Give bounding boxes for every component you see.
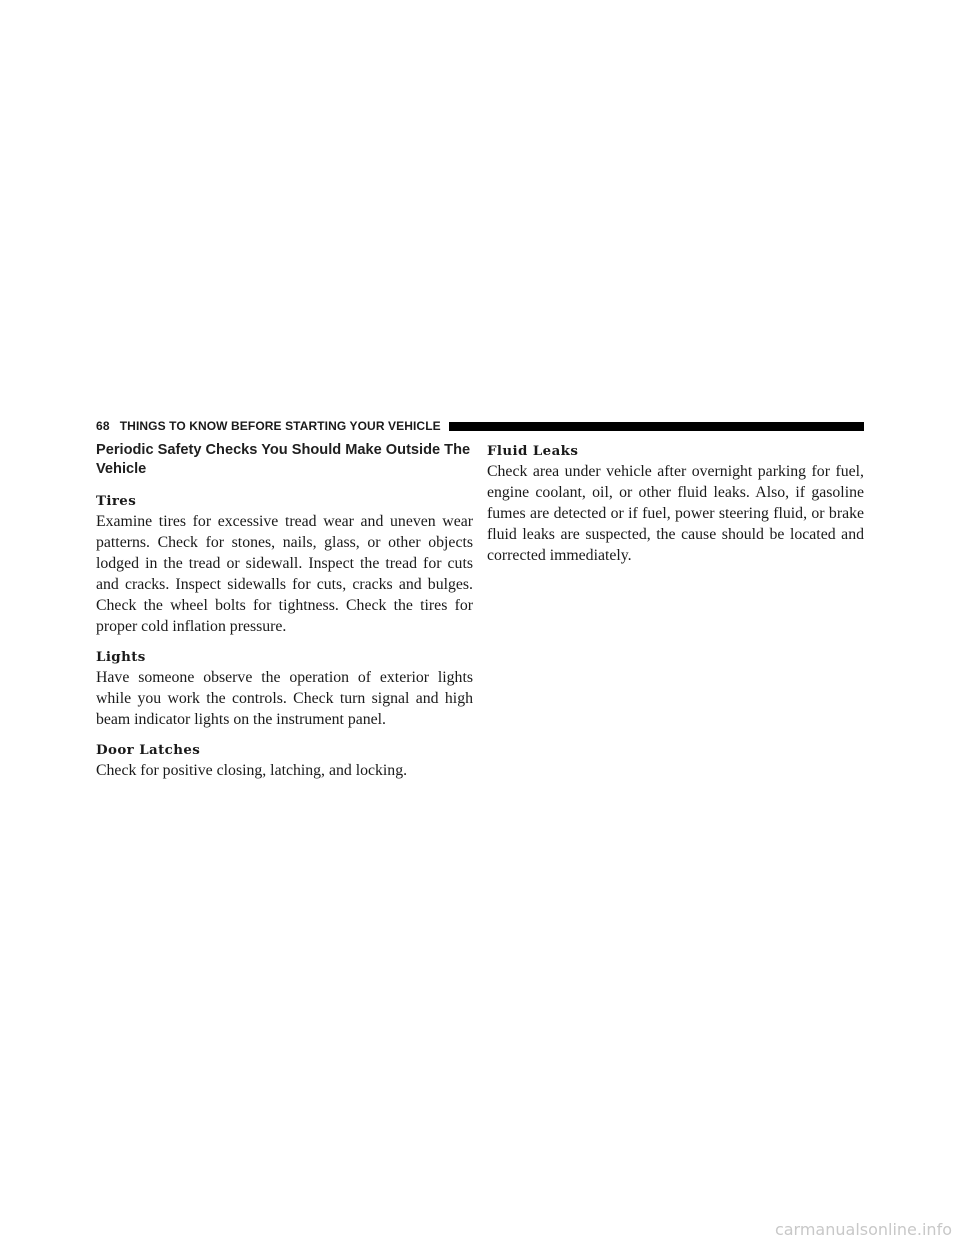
fluid-leaks-heading: Fluid Leaks: [487, 443, 579, 459]
door-latches-heading: Door Latches: [96, 742, 201, 758]
tires-heading: Tires: [96, 493, 137, 509]
page-header: [96, 418, 864, 434]
tires-paragraph: Examine tires for excessive tread wear and uneven wear patterns. Check for stones, nails, glass, or other objects lodged in the tread or sidewall. Inspect the tread for cuts and cracks. Inspect sidewalls for cuts, cracks and bulges. Check the wheel bolts for tightness. Check the tires for proper cold inflation pressure.: [96, 513, 473, 635]
section-title: Periodic Safety Checks You Should Make Outside The Vehicle: [96, 442, 471, 477]
right-column: [487, 441, 864, 576]
page-number: 68: [96, 419, 110, 433]
left-column: [96, 441, 473, 791]
header-rule: [449, 422, 864, 431]
lights-paragraph: Have someone observe the operation of exterior lights while you work the controls. Check turn signal and high beam indicator lights on the instrument panel.: [96, 669, 473, 728]
chapter-title: THINGS TO KNOW BEFORE STARTING YOUR VEHICLE: [119, 419, 441, 433]
fluid-leaks-paragraph: Check area under vehicle after overnight parking for fuel, engine coolant, oil, or other fluid leaks. Also, if gasoline fumes are detected or if fuel, power steering fluid, or brake fluid leaks are suspected, the cause should be located and corrected immediately.: [487, 463, 864, 564]
lights-heading: Lights: [96, 649, 146, 665]
door-latches-paragraph: Check for positive closing, latching, and locking.: [96, 762, 408, 779]
watermark: carmanualsonline.info: [774, 1220, 952, 1239]
